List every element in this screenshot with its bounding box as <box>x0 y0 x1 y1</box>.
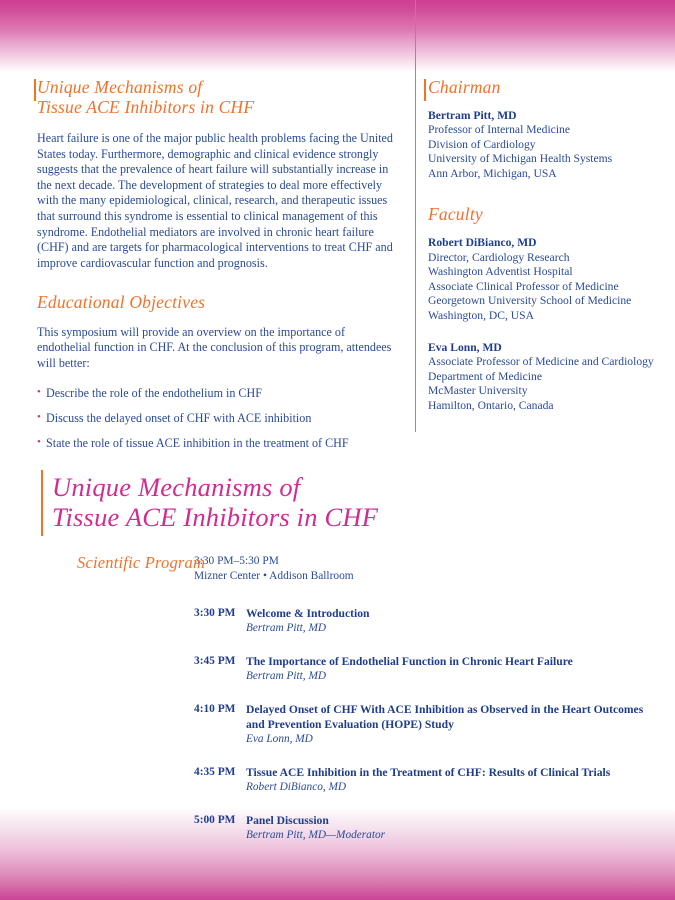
program-time-range: 3:30 PM–5:30 PM <box>194 555 279 567</box>
page-title-line-1: Unique Mechanisms of <box>37 77 203 97</box>
agenda-time: 3:30 PM <box>194 607 236 620</box>
faculty-member-name: Eva Lonn, MD <box>428 340 502 354</box>
main-title <box>52 472 652 532</box>
faculty-member-block <box>428 341 660 414</box>
list-item: • Describe the role of the endothelium in CHF <box>37 386 399 401</box>
agenda-detail <box>246 654 644 684</box>
left-column <box>37 78 399 461</box>
page-title-line-2: Tissue ACE Inhibitors in CHF <box>37 96 255 117</box>
faculty-affiliation-line: Georgetown University School of Medicine <box>428 294 632 308</box>
agenda-speaker: Robert DiBianco, MD <box>246 781 347 794</box>
chairman-name: Bertram Pitt, MD <box>428 108 517 122</box>
chairman-affiliation-line: Ann Arbor, Michigan, USA <box>428 166 557 180</box>
agenda-list <box>194 606 644 843</box>
program-venue: Mizner Center • Addison Ballroom <box>194 569 354 582</box>
introduction-text: Heart failure is one of the major public health problems facing the United States today. Furthermore, demographic and clinical evidence strongly suggests that the prevalence of heart failure will substantially increase in the next decade. The development of strategies to deal more effectively with the many epidemiological, clinical, research, and therapeutic issues that surround this syndrome is essential to clinical management of this syndrome. Endothelial mediators are involved in chronic heart failure (CHF) and are targets for pharmacological interventions to treat CHF and improve cardiovascular function and prognosis. <box>37 131 393 270</box>
scientific-program-heading: Scientific Program <box>77 553 206 572</box>
faculty-affiliation-line: McMaster University <box>428 384 528 398</box>
agenda-speaker: Bertram Pitt, MD—Moderator <box>246 829 386 842</box>
agenda-title: The Importance of Endothelial Function in Chronic Heart Failure <box>246 655 573 669</box>
agenda-title: Tissue ACE Inhibition in the Treatment of CHF: Results of Clinical Trials <box>246 766 611 780</box>
agenda-title: Panel Discussion <box>246 814 329 828</box>
top-gradient-band <box>0 0 675 72</box>
faculty-member-block <box>428 236 660 324</box>
faculty-member-name: Robert DiBianco, MD <box>428 235 537 249</box>
faculty-affiliation-line: Department of Medicine <box>428 369 542 383</box>
list-item: • State the role of tissue ACE inhibition in the treatment of CHF <box>37 436 399 451</box>
educational-objectives-heading: Educational Objectives <box>37 292 206 313</box>
faculty-affiliation-line: Associate Professor of Medicine and Cardiology <box>428 355 654 369</box>
agenda-row <box>194 702 644 747</box>
chairman-affiliation-line: Professor of Internal Medicine <box>428 123 570 137</box>
list-item: • Discuss the delayed onset of CHF with ACE inhibition <box>37 411 399 426</box>
objectives-intro-text: This symposium will provide an overview on the importance of endothelial function in CHF. At the conclusion of this program, attendees will better: <box>37 324 392 371</box>
agenda-title: Delayed Onset of CHF With ACE Inhibition as Observed in the Heart Outcomes and Prevention Evaluation (HOPE) Study <box>246 703 644 732</box>
chairman-affiliation-line: Division of Cardiology <box>428 137 536 151</box>
faculty-heading: Faculty <box>428 204 483 225</box>
agenda-time: 3:45 PM <box>194 655 236 668</box>
agenda-speaker: Eva Lonn, MD <box>246 733 313 746</box>
faculty-affiliation-line: Director, Cardiology Research <box>428 250 570 264</box>
agenda-speaker: Bertram Pitt, MD <box>246 670 327 683</box>
faculty-affiliation-line: Associate Clinical Professor of Medicine <box>428 279 619 293</box>
faculty-affiliation-line: Washington, DC, USA <box>428 308 534 322</box>
agenda-row <box>194 654 644 684</box>
main-title-line-2: Tissue ACE Inhibitors in CHF <box>52 502 379 532</box>
accent-rule-main-title <box>41 470 43 536</box>
accent-rule-headline <box>34 79 36 101</box>
right-column <box>428 78 660 431</box>
introduction-paragraph <box>37 131 399 271</box>
agenda-time: 4:10 PM <box>194 703 236 716</box>
agenda-row <box>194 813 644 843</box>
objectives-list <box>37 386 399 451</box>
faculty-affiliation-line: Hamilton, Ontario, Canada <box>428 398 554 412</box>
agenda-title: Welcome & Introduction <box>246 607 370 621</box>
faculty-affiliation-line: Washington Adventist Hospital <box>428 265 573 279</box>
agenda-detail <box>246 813 644 843</box>
agenda-row <box>194 765 644 795</box>
agenda-detail <box>246 606 644 636</box>
chairman-block <box>428 109 660 182</box>
chairman-affiliation-line: University of Michigan Health Systems <box>428 152 613 166</box>
chairman-heading: Chairman <box>428 77 501 97</box>
agenda-time: 5:00 PM <box>194 814 236 827</box>
page-title <box>37 78 399 117</box>
program-wrapper <box>52 554 652 843</box>
column-divider-rule <box>415 0 416 432</box>
accent-rule-chairman <box>424 79 426 101</box>
main-title-line-1: Unique Mechanisms of <box>52 472 301 502</box>
agenda-time: 4:35 PM <box>194 766 236 779</box>
program-details <box>194 554 644 843</box>
agenda-detail <box>246 702 644 747</box>
agenda-row <box>194 606 644 636</box>
program-section <box>52 472 652 861</box>
agenda-detail <box>246 765 644 795</box>
agenda-speaker: Bertram Pitt, MD <box>246 622 327 635</box>
